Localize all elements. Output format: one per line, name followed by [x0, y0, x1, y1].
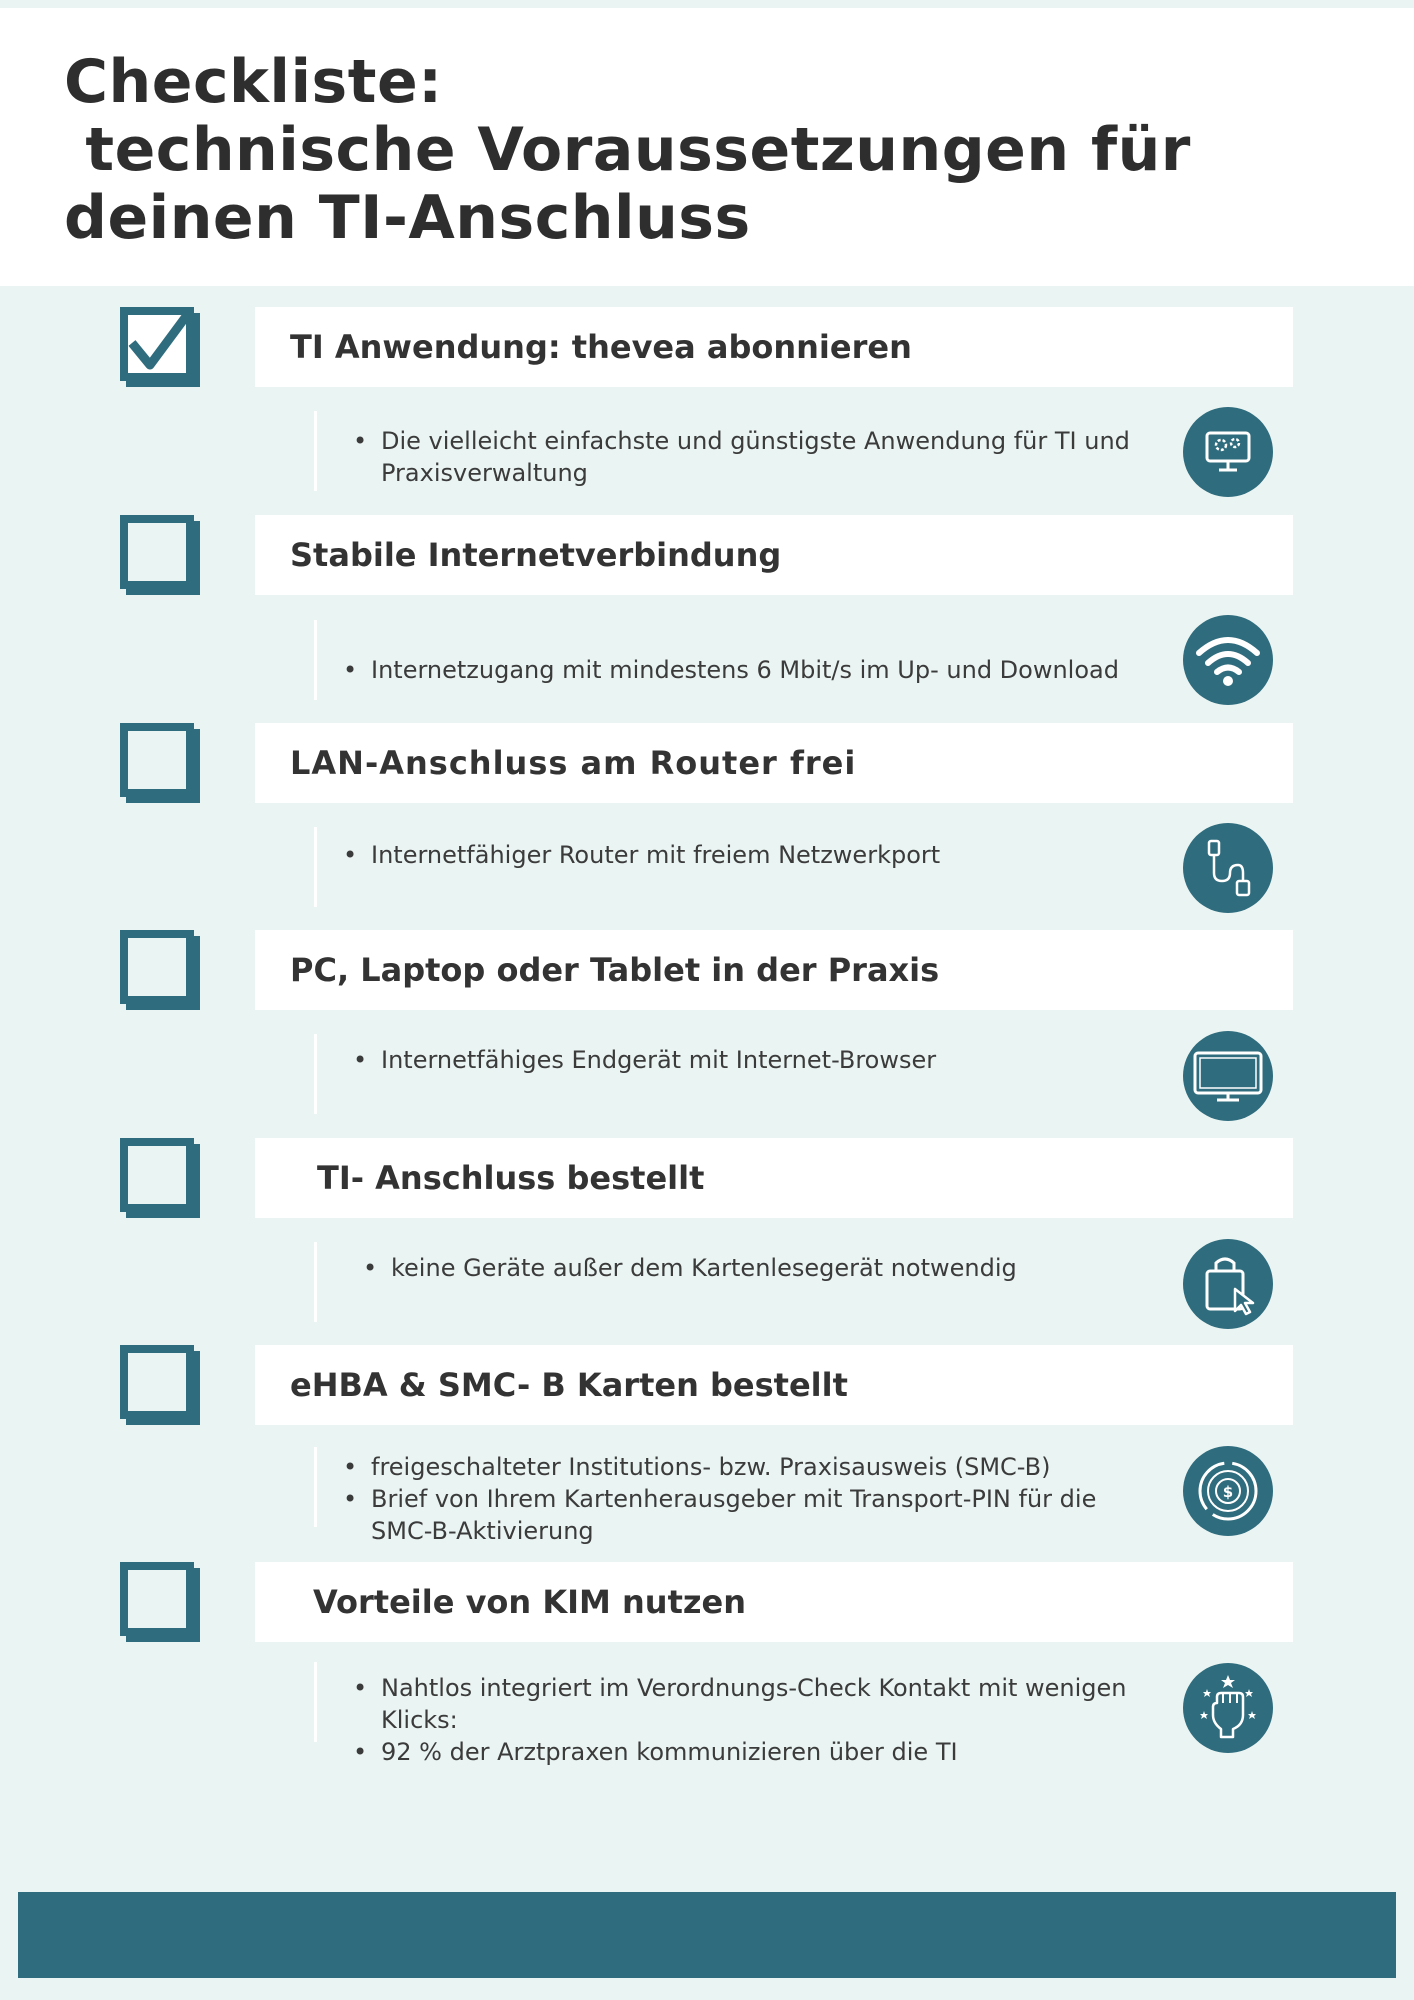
list-item: • 92 % der Arztpraxen kommunizieren über die TI — [353, 1736, 1154, 1768]
item-title: LAN-Anschluss am Router frei — [290, 744, 857, 782]
list-item: • Internetfähiger Router mit freiem Netzwerkport — [343, 839, 1154, 871]
list-item: • Internetfähiges Endgerät mit Internet-Browser — [353, 1044, 1154, 1076]
list-item: • Brief von Ihrem Kartenherausgeber mit Transport-PIN für die SMC-B-Aktivierung — [343, 1483, 1154, 1547]
item-title-bar — [255, 515, 1293, 595]
item-title: eHBA & SMC- B Karten bestellt — [290, 1366, 848, 1404]
checkbox-empty[interactable] — [120, 515, 200, 595]
checkbox-empty-icon — [120, 930, 200, 1010]
item-title-bar — [255, 307, 1293, 387]
list-item: • Die vielleicht einfachste und günstigste Anwendung für TI und Praxisverwaltung — [353, 425, 1154, 489]
checkbox-checked-icon — [120, 307, 200, 387]
item-title-bar — [255, 1562, 1293, 1642]
item-details — [314, 827, 1154, 907]
item-details — [314, 1242, 1154, 1322]
item-title: TI- Anschluss bestellt — [317, 1159, 705, 1197]
item-details — [314, 1447, 1154, 1545]
page-title: Checkliste: technische Voraussetzungen für deinen TI-Anschluss — [64, 47, 1191, 253]
item-details — [314, 411, 1154, 491]
item-details — [314, 1034, 1154, 1114]
item-title: Vorteile von KIM nutzen — [313, 1583, 746, 1621]
footer-bar — [18, 1892, 1396, 1978]
svg-text:$: $ — [1222, 1483, 1234, 1501]
checkbox-empty-icon — [120, 1562, 200, 1642]
fist-stars-icon — [1183, 1663, 1273, 1753]
cable-icon — [1183, 823, 1273, 913]
monitor-gears-icon — [1183, 407, 1273, 497]
checkbox-empty[interactable] — [120, 723, 200, 803]
checkbox-checked[interactable] — [120, 307, 200, 387]
item-title-bar — [255, 930, 1293, 1010]
checkbox-empty-icon — [120, 1138, 200, 1218]
monitor-icon — [1183, 1031, 1273, 1121]
item-title-bar — [255, 1345, 1293, 1425]
checkbox-empty-icon — [120, 723, 200, 803]
header-banner — [0, 8, 1414, 286]
list-item: • keine Geräte außer dem Kartenlesegerät notwendig — [363, 1252, 1154, 1284]
checkbox-empty[interactable] — [120, 930, 200, 1010]
checkbox-empty[interactable] — [120, 1138, 200, 1218]
item-title: Stabile Internetverbindung — [290, 536, 782, 574]
checkbox-empty[interactable] — [120, 1562, 200, 1642]
checkbox-empty[interactable] — [120, 1345, 200, 1425]
item-title-bar — [255, 723, 1293, 803]
list-item: • Internetzugang mit mindestens 6 Mbit/s im Up- und Download — [343, 654, 1154, 686]
wifi-icon — [1183, 615, 1273, 705]
checkbox-empty-icon — [120, 515, 200, 595]
shopping-bag-cursor-icon — [1183, 1239, 1273, 1329]
item-details — [314, 620, 1154, 700]
item-title: TI Anwendung: thevea abonnieren — [290, 328, 912, 366]
list-item: • freigeschalteter Institutions- bzw. Praxisausweis (SMC-B) — [343, 1451, 1154, 1483]
item-details — [314, 1662, 1154, 1766]
checkbox-empty-icon — [120, 1345, 200, 1425]
coin-cycle-icon — [1183, 1446, 1273, 1536]
item-title: PC, Laptop oder Tablet in der Praxis — [290, 951, 940, 989]
list-item: • Nahtlos integriert im Verordnungs-Check Kontakt mit wenigen Klicks: — [353, 1672, 1154, 1736]
item-title-bar — [255, 1138, 1293, 1218]
